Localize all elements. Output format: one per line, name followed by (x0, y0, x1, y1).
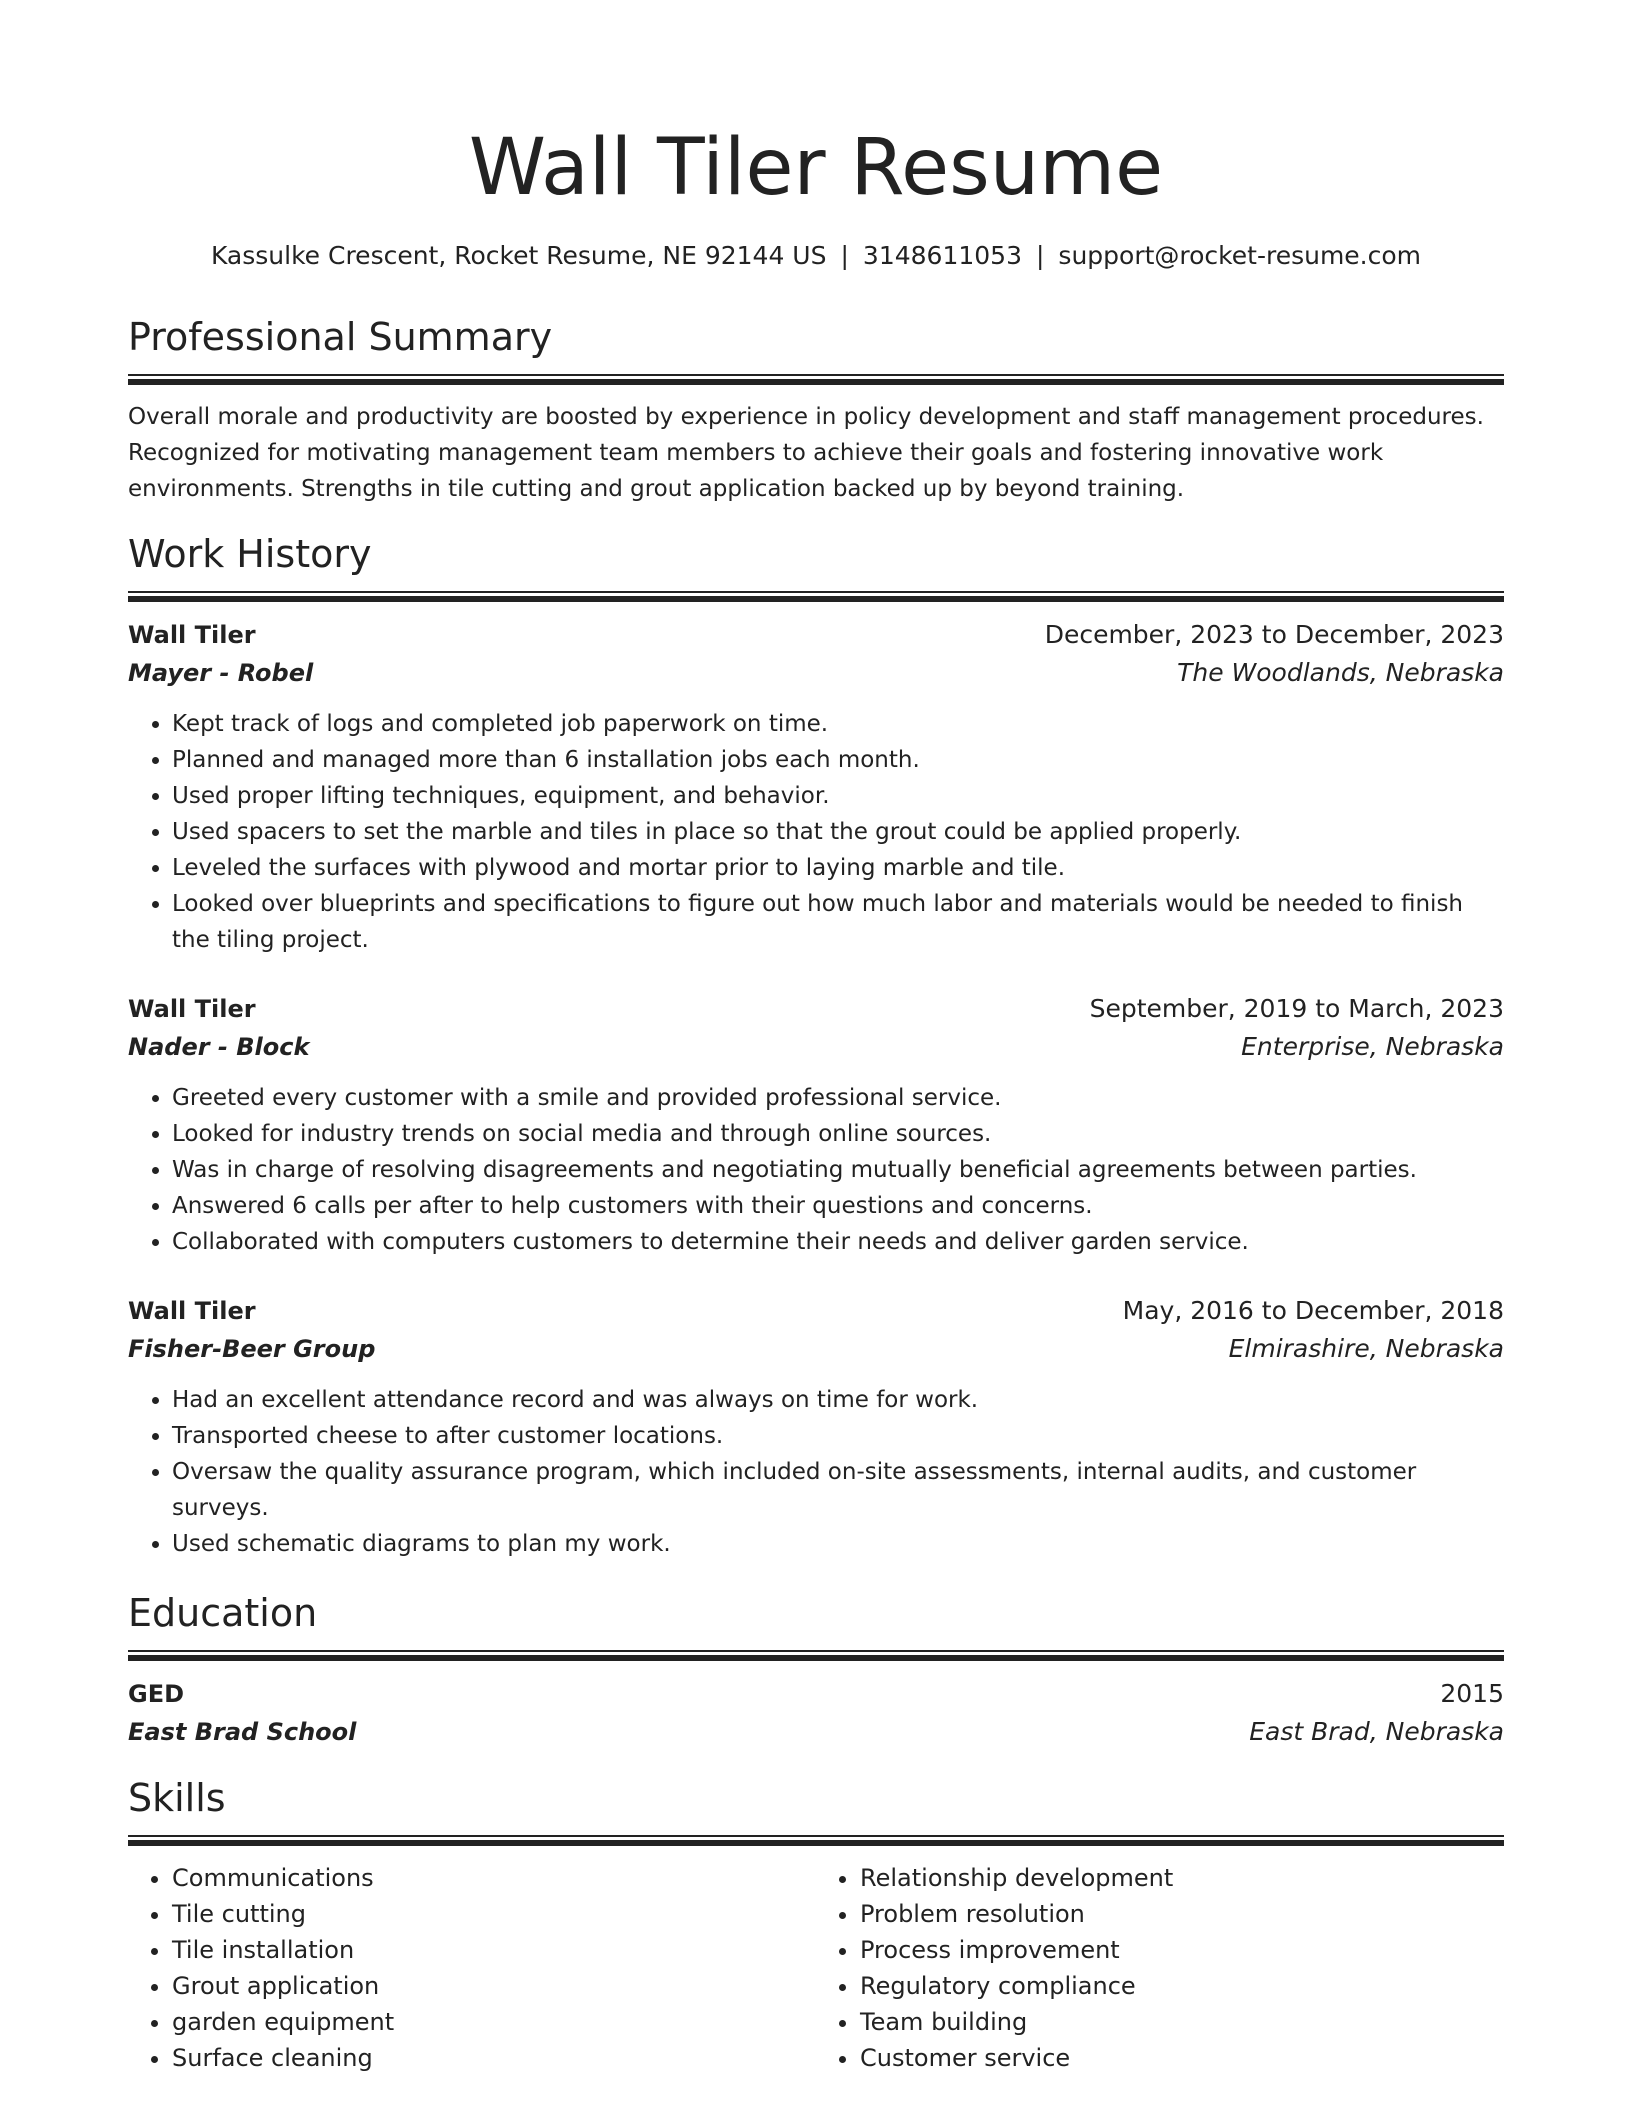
bullet-item: • Greeted every customer with a smile and provided professional service. (172, 1080, 1504, 1116)
section-rule (128, 1835, 1504, 1846)
job-entry (128, 616, 1504, 958)
education-year: 2015 (1440, 1679, 1504, 1708)
skill-item: • garden equipment (172, 2004, 816, 2040)
summary-text: Overall morale and productivity are boosted by experience in policy development and staff management procedures. Recognized for motivating management team members to achieve their goals and fostering innovative work environments. Strengths in tile cutting and grout application backed up by beyond training. (128, 404, 1484, 502)
section-heading-skills: Skills (128, 1776, 226, 1820)
education-school: East Brad School (128, 1718, 357, 1746)
job-location: Enterprise, Nebraska (1241, 1032, 1504, 1061)
job-header-row (128, 1292, 1504, 1330)
section-heading-summary: Professional Summary (128, 315, 553, 359)
bullet-item: • Oversaw the quality assurance program, which included on-site assessments, internal audits, and customer surveys. (172, 1454, 1504, 1526)
education-location: East Brad, Nebraska (1249, 1717, 1504, 1746)
resume-title: Wall Tiler Resume (468, 123, 1164, 213)
work-section (128, 529, 1504, 1562)
skills-section (128, 1773, 1504, 2076)
job-location: Elmirashire, Nebraska (1228, 1334, 1504, 1363)
job-title: Wall Tiler (128, 1297, 256, 1325)
job-bullets (128, 706, 1504, 958)
resume-page (128, 0, 1504, 2076)
job-dates: December, 2023 to December, 2023 (1044, 620, 1504, 649)
skills-columns (128, 1860, 1504, 2076)
skill-item: • Problem resolution (860, 1896, 1504, 1932)
education-section (128, 1588, 1504, 1751)
bullet-item: • Leveled the surfaces with plywood and mortar prior to laying marble and tile. (172, 850, 1504, 886)
bullet-item: • Looked over blueprints and specifications to figure out how much labor and materials would be needed to finish the tiling project. (172, 886, 1504, 958)
skill-item: • Communications (172, 1860, 816, 1896)
contact-line (128, 238, 1504, 274)
skill-item: • Relationship development (860, 1860, 1504, 1896)
bullet-item: • Used schematic diagrams to plan my work. (172, 1526, 1504, 1562)
section-rule (128, 374, 1504, 385)
bullet-item: • Collaborated with computers customers to determine their needs and deliver garden service. (172, 1224, 1504, 1260)
job-dates: May, 2016 to December, 2018 (1122, 1296, 1504, 1325)
section-rule (128, 591, 1504, 602)
education-degree: GED (128, 1680, 185, 1708)
bullet-item: • Used spacers to set the marble and tiles in place so that the grout could be applied properly. (172, 814, 1504, 850)
job-company-row (128, 654, 1504, 692)
section-rule (128, 1650, 1504, 1661)
job-company: Nader - Block (128, 1033, 310, 1061)
email: support@rocket-resume.com (1058, 241, 1422, 270)
skill-item: • Grout application (172, 1968, 816, 2004)
job-company-row (128, 1028, 1504, 1066)
job-header-row (128, 616, 1504, 654)
job-bullets (128, 1080, 1504, 1260)
job-company: Fisher-Beer Group (128, 1335, 376, 1363)
job-entry (128, 1292, 1504, 1562)
education-school-row (128, 1713, 1504, 1751)
skill-item: • Surface cleaning (172, 2040, 816, 2076)
bullet-item: • Looked for industry trends on social media and through online sources. (172, 1116, 1504, 1152)
bullet-item: • Had an excellent attendance record and was always on time for work. (172, 1382, 1504, 1418)
bullet-item: • Was in charge of resolving disagreements and negotiating mutually beneficial agreements between parties. (172, 1152, 1504, 1188)
section-heading-education: Education (128, 1591, 318, 1635)
skills-list-right (816, 1860, 1504, 2076)
summary-section (128, 312, 1504, 507)
job-header-row (128, 990, 1504, 1028)
separator: | (1035, 241, 1045, 270)
bullet-item: • Answered 6 calls per after to help customers with their questions and concerns. (172, 1188, 1504, 1224)
bullet-item: • Planned and managed more than 6 installation jobs each month. (172, 742, 1504, 778)
job-bullets (128, 1382, 1504, 1562)
skill-item: • Team building (860, 2004, 1504, 2040)
job-entry (128, 990, 1504, 1260)
job-company-row (128, 1330, 1504, 1368)
separator: | (840, 241, 849, 270)
job-company: Mayer - Robel (128, 659, 314, 687)
job-dates: September, 2019 to March, 2023 (1089, 994, 1504, 1023)
bullet-item: • Kept track of logs and completed job paperwork on time. (172, 706, 1504, 742)
skill-item: • Tile cutting (172, 1896, 816, 1932)
address: Kassulke Crescent, Rocket Resume, NE 92144 US (210, 241, 827, 270)
phone: 3148611053 (862, 241, 1022, 270)
job-title: Wall Tiler (128, 995, 256, 1023)
skills-list-left (128, 1860, 816, 2076)
education-header-row (128, 1675, 1504, 1713)
job-title: Wall Tiler (128, 621, 256, 649)
job-location: The Woodlands, Nebraska (1177, 658, 1504, 687)
skill-item: • Regulatory compliance (860, 1968, 1504, 2004)
skill-item: • Customer service (860, 2040, 1504, 2076)
section-heading-work: Work History (128, 532, 372, 576)
bullet-item: • Transported cheese to after customer locations. (172, 1418, 1504, 1454)
skill-item: • Process improvement (860, 1932, 1504, 1968)
bullet-item: • Used proper lifting techniques, equipment, and behavior. (172, 778, 1504, 814)
skill-item: • Tile installation (172, 1932, 816, 1968)
